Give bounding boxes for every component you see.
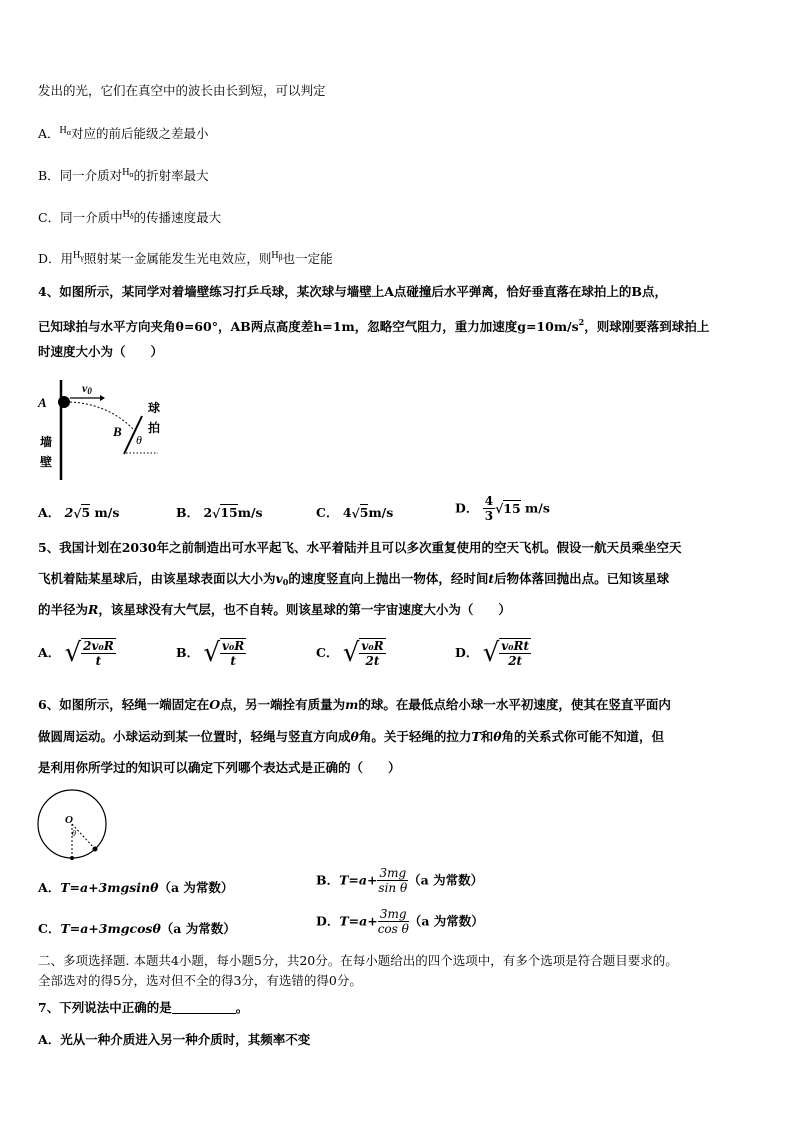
q6-option-a: A．T=a+3mgsinθ（a 为常数）: [38, 880, 234, 895]
sqrt-icon: √: [203, 638, 221, 668]
q5-stem-line2: 飞机着陆某星球后，由该星球表面以大小为$v_0$的速度竖直向上抛出一物体，经时间t后物体落回抛出点。已知该星球: [38, 571, 670, 587]
sqrt-icon: √: [495, 500, 504, 516]
q4-option-c: C． 4√5m/s: [316, 505, 394, 521]
q7-option-a: A．光从一种介质进入另一种介质时，其频率不变: [38, 1032, 311, 1047]
q4-figure: [34, 372, 174, 482]
q4-option-a: A． 2√5 m/s: [38, 505, 120, 521]
label-a: A: [38, 395, 47, 410]
q5-stem-line3: 的半径为R，该星球没有大气层，也不自转。则该星球的第一宇宙速度大小为（ ）: [38, 602, 511, 617]
lowest-point: [70, 856, 74, 860]
option-text: B．同一介质对: [38, 168, 123, 183]
label-theta: θ: [136, 433, 142, 447]
q4-stem-line1: 4、如图所示，某同学对着墙壁练习打乒乓球，某次球与墙壁上A点碰撞后水平弹离，恰好垂直落在球拍上的B点，: [38, 284, 667, 299]
q6-stem-line2: 做圆周运动。小球运动到某一位置时，轻绳与竖直方向成θ角。关于轻绳的拉力T和θ角的关系式你可能不知道，但: [38, 729, 665, 744]
option-text: 的折射率最大: [133, 168, 209, 183]
ball: [93, 847, 98, 852]
label-wall-2: 壁: [40, 455, 53, 469]
sqrt-icon: √: [482, 638, 500, 668]
h-alpha-symbol: Hα: [122, 167, 134, 179]
q3-stem-tail: 发出的光，它们在真空中的波长由长到短，可以判定: [38, 83, 326, 98]
q6-figure: [34, 786, 114, 866]
q5-stem-line1: 5、我国计划在2030年之前制造出可水平起飞、水平着陆并且可以多次重复使用的空天飞机。假设一航天员乘坐空天: [38, 540, 682, 555]
q6-option-b: B．T=a+ $\frac{3mg}{\text{sin θ}}$ （a 为常数）: [316, 866, 484, 895]
q4-option-b: B． 2√15m/s: [176, 505, 263, 521]
label-o: O: [65, 814, 73, 826]
ball: [58, 396, 70, 408]
q5-option-d: D． √ $\frac{\text{v₀Rt}}{2t}$: [455, 638, 530, 668]
q3-option-d: [38, 248, 333, 267]
label-theta: θ: [72, 829, 76, 838]
option-text: 对应的前后能级之差最小: [70, 126, 209, 141]
q5-option-b: B． √ $\frac{\text{v₀R}}{t}$: [176, 638, 245, 668]
sqrt-icon: √: [212, 505, 221, 521]
option-text: C．同一介质中: [38, 210, 123, 225]
sqrt-icon: √: [342, 638, 360, 668]
option-text: D．用: [38, 251, 74, 266]
q5-option-a: A． √ $\frac{\text{2v₀R}}{t}$: [38, 638, 114, 668]
trajectory: [70, 402, 134, 430]
q5-option-c: C． √ $\frac{\text{v₀R}}{2t}$: [316, 638, 384, 668]
label-bat-2: 拍: [148, 421, 161, 435]
q4-option-d: D． $\frac{4}{3}$ √15 m/s: [455, 494, 550, 523]
q4-stem-line2: 已知球拍与水平方向夹角θ=60°，AB两点高度差h=1m，忽略空气阻力，重力加速度$g=10m/s^2$，则球刚要落到球拍上: [38, 317, 710, 334]
label-bat-1: 球: [148, 401, 161, 415]
label-b: B: [113, 424, 122, 439]
option-text: 也一定能: [282, 251, 333, 266]
q6-option-d: D．T=a+ $\frac{3mg}{\text{cos θ}}$ （a 为常数）: [316, 907, 484, 936]
q3-option-a: [38, 123, 208, 142]
sqrt-icon: √: [64, 638, 82, 668]
sqrt-icon: √: [351, 505, 360, 521]
q7-stem: 7、下列说法中正确的是 。: [38, 1000, 249, 1015]
q3-option-c: [38, 207, 221, 226]
q4-stem-line3: 时速度大小为（ ）: [38, 344, 164, 359]
option-text: 的传播速度最大: [133, 210, 222, 225]
answer-blank[interactable]: [172, 1001, 236, 1014]
h-delta-symbol: Hδ: [122, 209, 134, 221]
h-beta-symbol: Hβ: [271, 250, 283, 262]
q6-stem-line1: 6、如图所示，轻绳一端固定在O点，另一端拴有质量为m的球。在最低点给小球一水平初速度，使其在竖直平面内: [38, 697, 671, 712]
label-wall-1: 墙: [40, 435, 53, 449]
option-text: 照射某一金属能发生光电效应，则: [83, 251, 272, 266]
q6-stem-line3: 是利用你所学过的知识可以确定下列哪个表达式是正确的（ ）: [38, 760, 401, 775]
sqrt-icon: √: [73, 505, 82, 521]
h-gamma-symbol: Hγ: [73, 250, 84, 262]
section2-heading-line2: 全部选对的得5分，选对但不全的得3分，有选错的得0分。: [38, 973, 362, 988]
section2-heading-line1: 二、多项选择题. 本题共4小题，每小题5分，共20分。在每小题给出的四个选项中，有多个选项是符合题目要求的。: [38, 953, 678, 968]
q3-option-b: [38, 165, 209, 184]
option-label: A．: [38, 126, 60, 141]
h-alpha-symbol: Hα: [59, 125, 71, 137]
q6-option-c: C．T=a+3mgcosθ（a 为常数）: [38, 921, 236, 936]
label-v0: v0: [82, 381, 92, 396]
